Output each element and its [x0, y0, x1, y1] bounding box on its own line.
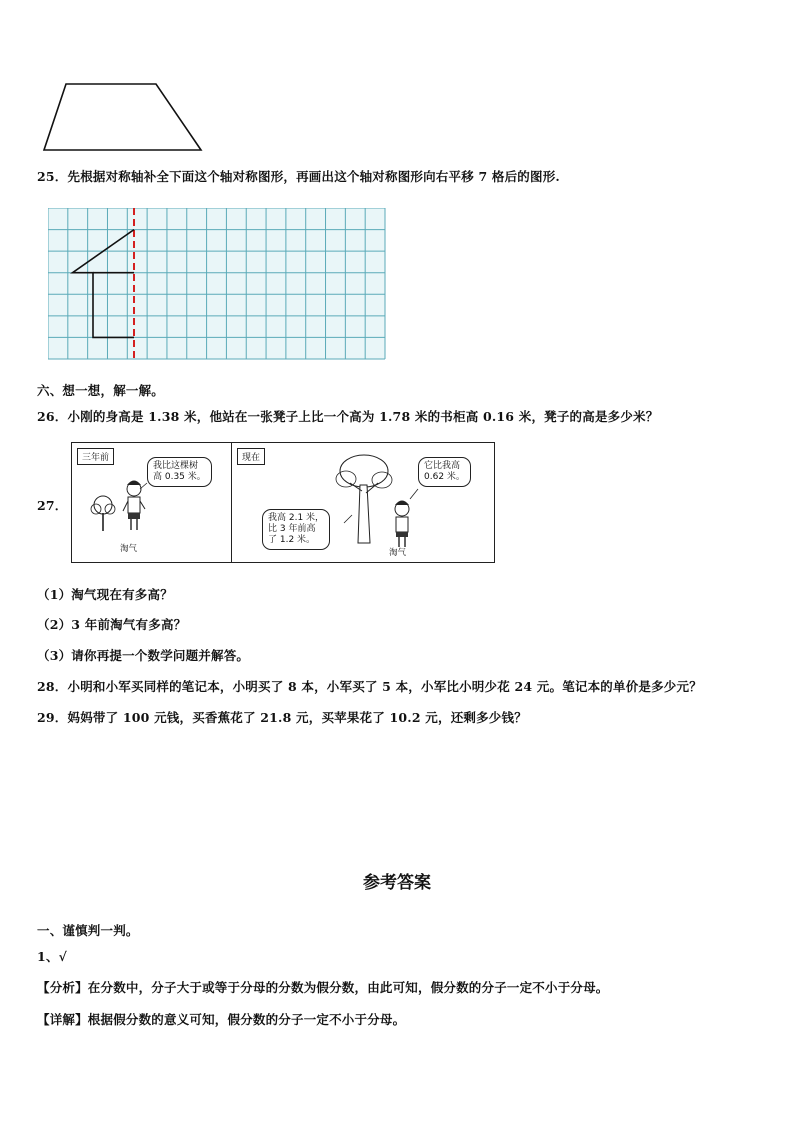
- answers-section-1: 一、谨慎判一判。: [37, 923, 139, 938]
- caption-taoqi-past: 淘气: [120, 544, 138, 554]
- question-25: 25．先根据对称轴补全下面这个轴对称图形，再画出这个轴对称图形向右平移 7 格后的图形.: [37, 169, 560, 184]
- panel-three-years-ago: [71, 442, 233, 563]
- boy-icon-now: [395, 501, 409, 548]
- tag-three-years-ago: 三年前: [77, 448, 114, 465]
- answer-item-1: 1、√: [37, 949, 68, 964]
- speech-bubble-tree-now: 我高 2.1 米， 比 3 年前高 了 1.2 米。: [262, 509, 330, 550]
- question-27-sub1: （1）淘气现在有多高？: [37, 587, 173, 602]
- answer-analysis: 【分析】在分数中，分子大于或等于分母的分数为假分数，由此可知，假分数的分子一定不小于分母。: [37, 980, 609, 995]
- panel-now: [231, 442, 495, 563]
- speech-bubble-boy-now: 它比我高 0.62 米。: [418, 457, 471, 487]
- question-26: 26．小刚的身高是 1.38 米，他站在一张凳子上比一个高为 1.78 米的书柜高 0.16 米，凳子的高是多少米？: [37, 409, 659, 424]
- question-27-sub2: （2）3 年前淘气有多高？: [37, 617, 187, 632]
- scene-now-illustration: [232, 443, 494, 562]
- section-6-heading: 六、想一想，解一解。: [37, 383, 165, 398]
- big-tree-icon: [336, 455, 392, 543]
- question-27-number: 27．: [37, 498, 68, 513]
- question-29: 29．妈妈带了 100 元钱，买香蕉花了 21.8 元，买苹果花了 10.2 元，还剩多少钱？: [37, 710, 527, 725]
- answer-detail: 【详解】根据假分数的意义可知，假分数的分子一定不小于分母。: [37, 1012, 406, 1027]
- speech-bubble-boy-past: 我比这棵树 高 0.35 米。: [147, 457, 212, 487]
- answers-title: 参考答案: [363, 873, 431, 893]
- question-27-sub3: （3）请你再提一个数学问题并解答。: [37, 648, 250, 663]
- caption-taoqi-now: 淘气: [389, 548, 407, 558]
- question-28: 28．小明和小军买同样的笔记本，小明买了 8 本，小军买了 5 本，小军比小明少花 24 元。笔记本的单价是多少元？: [37, 679, 702, 694]
- trapezoid-figure: [38, 78, 210, 156]
- tag-now: 现在: [237, 448, 265, 465]
- scene-past-illustration: [72, 443, 232, 562]
- small-tree-icon: [91, 496, 115, 531]
- symmetry-grid: [48, 208, 388, 362]
